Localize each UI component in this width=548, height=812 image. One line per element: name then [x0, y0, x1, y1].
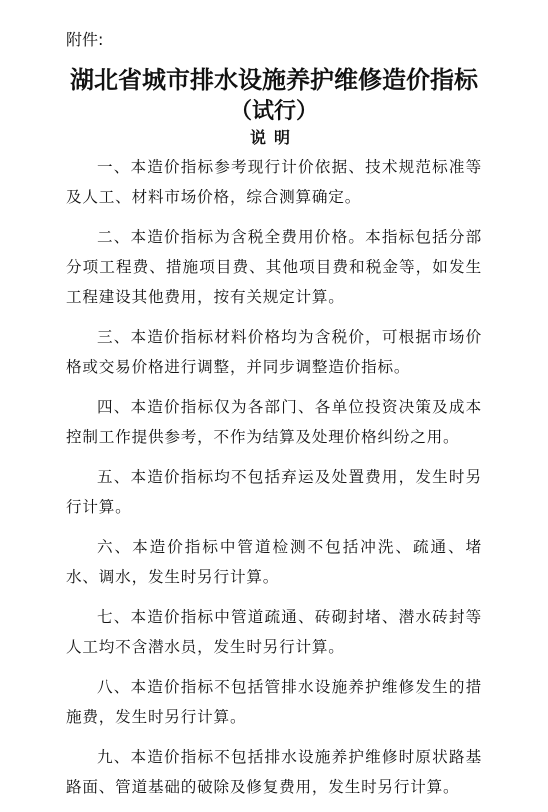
document-title: 湖北省城市排水设施养护维修造价指标: [70, 65, 478, 94]
paragraph-5: 五、本造价指标均不包括弃运及处置费用，发生时另行计算。: [66, 468, 482, 516]
paragraph-3: 三、本造价指标材料价格均为含税价，可根据市场价格或交易价格进行调整，并同步调整造价指标。: [66, 328, 482, 376]
attachment-label: 附件:: [66, 30, 104, 49]
paragraph-2: 二、本造价指标为含税全费用价格。本指标包括分部分项工程费、措施项目费、其他项目费和税金等，如发生工程建设其他费用，按有关规定计算。: [66, 228, 482, 306]
section-heading: 说明: [249, 128, 298, 147]
paragraph-8: 八、本造价指标不包括管排水设施养护维修发生的措施费，发生时另行计算。: [66, 678, 482, 726]
paragraph-1: 一、本造价指标参考现行计价依据、技术规范标准等及人工、材料市场价格，综合测算确定。: [66, 158, 482, 206]
paragraph-9: 九、本造价指标不包括排水设施养护维修时原状路基路面、管道基础的破除及修复费用，发生时另行计算。: [66, 748, 482, 796]
document-body: [66, 152, 482, 812]
paragraph-4: 四、本造价指标仅为各部门、各单位投资决策及成本控制工作提供参考，不作为结算及处理价格纠纷之用。: [66, 398, 482, 446]
document-subtitle: （试行）: [229, 98, 318, 124]
paragraph-7: 七、本造价指标中管道疏通、砖砌封堵、潜水砖封等人工均不含潜水员，发生时另行计算。: [66, 608, 482, 656]
paragraph-6: 六、本造价指标中管道检测不包括冲洗、疏通、堵水、调水，发生时另行计算。: [66, 538, 482, 586]
